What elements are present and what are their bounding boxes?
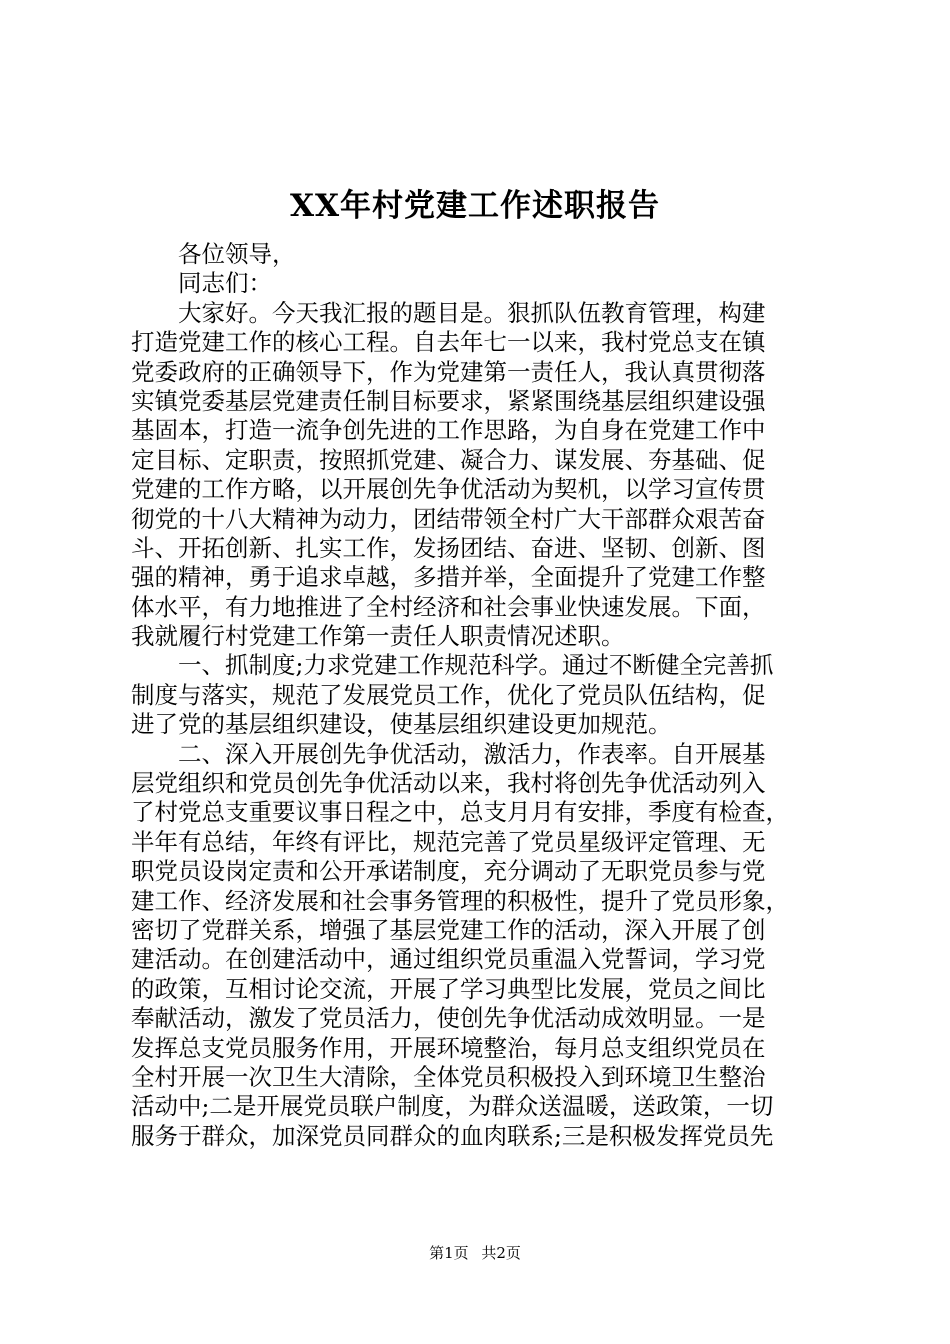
page-footer (0, 1243, 950, 1263)
text-line: 制度与落实，规范了发展党员工作，优化了党员队伍结构，促 (131, 680, 766, 709)
text-line: 同志们： (131, 269, 272, 298)
text-line: 发挥总支党员服务作用，开展环境整治，每月总支组织党员在 (131, 1033, 766, 1062)
text-line: 建活动。在创建活动中，通过组织党员重温入党誓词，学习党 (131, 945, 766, 974)
text-line: 层党组织和党员创先争优活动以来，我村将创先争优活动列入 (131, 769, 766, 798)
text-line: 实镇党委基层党建责任制目标要求，紧紧围绕基层组织建设强 (131, 386, 766, 415)
document-body (131, 240, 835, 1151)
text-line: 体水平，有力地推进了全村经济和社会事业快速发展。下面， (131, 592, 766, 621)
text-line: 了村党总支重要议事日程之中，总支月月有安排，季度有检查， (131, 798, 789, 827)
text-line: 半年有总结，年终有评比，规范完善了党员星级评定管理、无 (131, 827, 766, 856)
text-line: 二、深入开展创先争优活动，激活力，作表率。自开展基 (131, 739, 766, 768)
text-line: 服务于群众，加深党员同群众的血肉联系;三是积极发挥党员先 (131, 1121, 774, 1150)
text-line: 党委政府的正确领导下，作为党建第一责任人，我认真贯彻落 (131, 357, 766, 386)
page-number: 第1页 (429, 1244, 469, 1262)
page-total: 共2页 (481, 1244, 521, 1262)
text-line: 全村开展一次卫生大清除，全体党员积极投入到环境卫生整治 (131, 1062, 766, 1091)
text-line: 基固本，打造一流争创先进的工作思路，为自身在党建工作中 (131, 416, 766, 445)
text-line: 各位领导， (131, 240, 296, 268)
text-line: 定目标、定职责，按照抓党建、凝合力、谋发展、夯基础、促 (131, 445, 766, 474)
text-line: 强的精神，勇于追求卓越，多措并举，全面提升了党建工作整 (131, 563, 766, 592)
text-line: 大家好。今天我汇报的题目是。狠抓队伍教育管理，构建 (131, 298, 766, 327)
text-line: 职党员设岗定责和公开承诺制度，充分调动了无职党员参与党 (131, 857, 766, 886)
text-line: 奉献活动，激发了党员活力，使创先争优活动成效明显。一是 (131, 1004, 766, 1033)
text-line: 党建的工作方略，以开展创先争优活动为契机，以学习宣传贯 (131, 475, 766, 504)
text-line: 活动中;二是开展党员联户制度，为群众送温暖，送政策，一切 (131, 1092, 774, 1121)
document-title: XX年村党建工作述职报告 (289, 188, 661, 224)
text-line: 斗、开拓创新、扎实工作，发扬团结、奋进、坚韧、创新、图 (131, 533, 766, 562)
text-line: 我就履行村党建工作第一责任人职责情况述职。 (131, 622, 625, 651)
text-line: 的政策，互相讨论交流，开展了学习典型比发展，党员之间比 (131, 974, 766, 1003)
text-line: 进了党的基层组织建设，使基层组织建设更加规范。 (131, 710, 672, 739)
text-line: 打造党建工作的核心工程。自去年七一以来，我村党总支在镇 (131, 328, 766, 357)
text-line: 一、抓制度;力求党建工作规范科学。通过不断健全完善抓 (131, 651, 774, 680)
text-line: 建工作、经济发展和社会事务管理的积极性，提升了党员形象， (131, 886, 789, 915)
text-line: 彻党的十八大精神为动力，团结带领全村广大干部群众艰苦奋 (131, 504, 766, 533)
text-line: 密切了党群关系，增强了基层党建工作的活动，深入开展了创 (131, 915, 766, 944)
